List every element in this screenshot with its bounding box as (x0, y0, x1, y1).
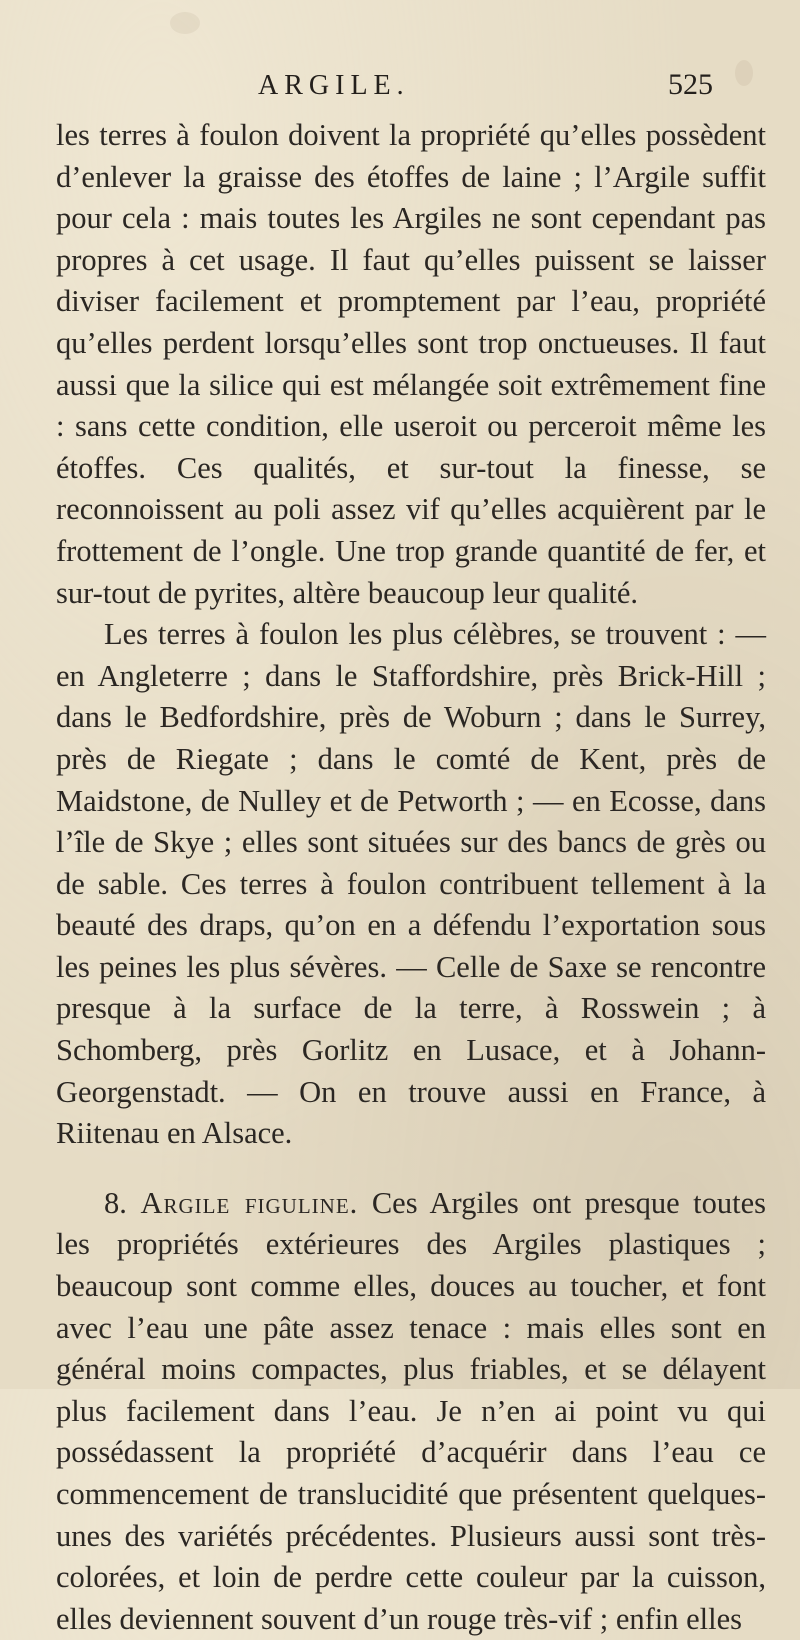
section-number: 8. (104, 1185, 127, 1220)
paper-stain (170, 12, 200, 34)
paragraph-fullers-earth-properties: les terres à foulon doivent la propriété qu’elles possèdent d’enlever la graisse des étoffes de laine ; l’Argile suffit pour cela : mais toutes les Argiles ne sont cependant pas propres à cet usage. Il faut qu’elles puissent se laisser diviser facilement et promptement par l’eau, propriété qu’elles perdent lorsqu’elles sont trop onctueuses. Il faut aussi que la silice qui est mélangée soit extrêmement fine : sans cette condition, elle useroit ou perceroit même les étoffes. Ces qualités, et sur-tout la finesse, se reconnoissent au poli assez vif qu’elles acquièrent par le frottement de l’ongle. Une trop grande quantité de fer, et sur-tout de pyrites, altère beaucoup leur qualité. (56, 118, 766, 610)
section-text: Ces Argiles ont presque toutes les propriétés extérieures des Argiles plastiques ; beaucoup sont comme elles, douces au toucher, et font avec l’eau une pâte assez tenace : mais elles sont en général moins compactes, plus friables, et se délayent plus facilement dans l’eau. Je n’en ai point vu qui possédassent la propriété d’acquérir dans l’eau ce commencement de translucidité que présentent quelques-unes des variétés précédentes. Plusieurs aussi sont très-colorées, et loin de perdre cette couleur par la cuisson, elles deviennent souvent d’un rouge très-vif ; enfin elles (56, 1185, 767, 1636)
paragraph-fullers-earth-locations: Les terres à foulon les plus célèbres, se trouvent : — en Angleterre ; dans le Staffordshire, près Brick-Hill ; dans le Bedfordshire, près de Woburn ; dans le Surrey, près de Riegate ; dans le comté de Kent, près de Maidstone, de Nulley et de Petworth ; — en Ecosse, dans l’île de Skye ; elles sont situées sur des bancs de grès ou de sable. Ces terres à foulon contribuent tellement à la beauté des draps, qu’on en a défendu l’exportation sous les peines les plus sévères. — Celle de Saxe se rencontre presque à la surface de la terre, à Rosswein ; à Schomberg, près Gorlitz en Lusace, et à Johann-Georgenstadt. — On en trouve aussi en France, à Riitenau en Alsace. (56, 617, 766, 1151)
section-title: Argile figuline. (140, 1185, 359, 1220)
section-argile-figuline (56, 1183, 766, 1640)
page-header (0, 70, 800, 120)
body-text (56, 115, 766, 1640)
page-number: 525 (668, 68, 713, 101)
running-head: ARGILE. (258, 70, 410, 101)
